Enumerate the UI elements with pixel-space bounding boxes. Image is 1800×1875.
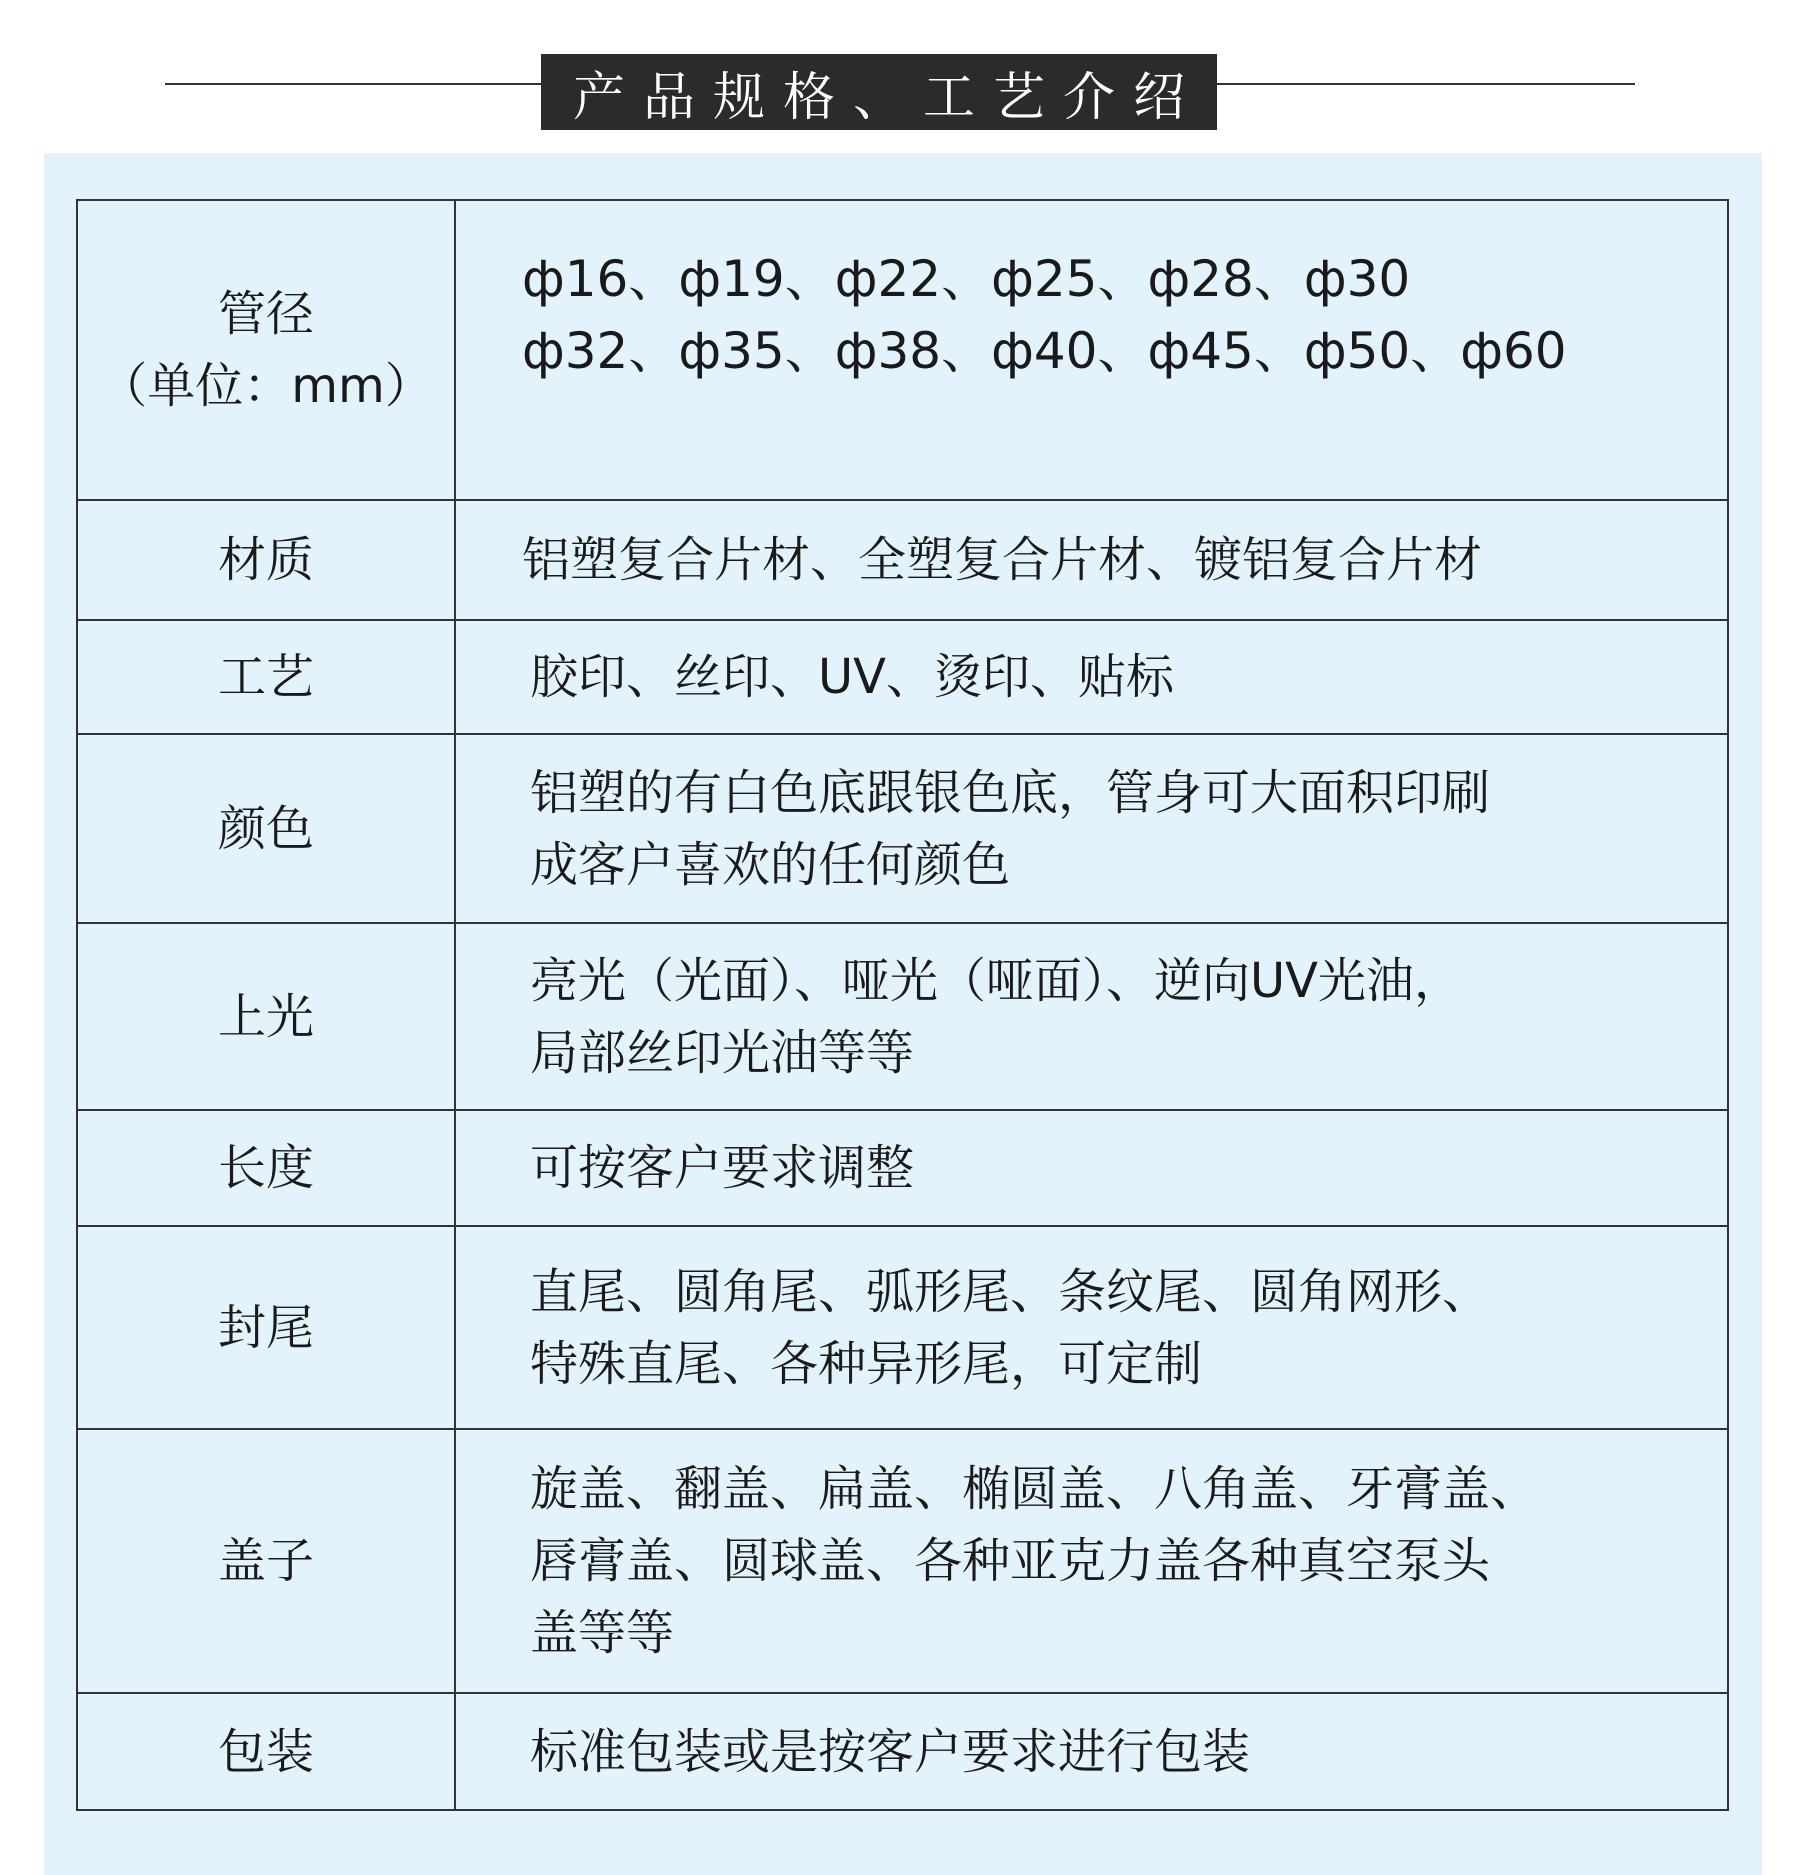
spec-value-line: 旋盖、翻盖、扁盖、椭圆盖、八角盖、牙膏盖、 — [530, 1461, 1539, 1517]
spec-label: 上光 — [217, 988, 314, 1045]
spec-label-cell — [77, 200, 455, 500]
spec-sub-label: （单位：mm） — [99, 358, 433, 414]
spec-row-diameter — [77, 200, 1728, 500]
spec-value-line: 可按客户要求调整 — [530, 1140, 915, 1196]
spec-label: 长度 — [217, 1140, 314, 1196]
spec-value-line: 局部丝印光油等等 — [530, 1024, 915, 1081]
spec-label: 管径 — [217, 286, 314, 342]
spec-value-line: 铝塑的有白色底跟银色底，管身可大面积印刷 — [530, 764, 1491, 821]
spec-value-line: 盖等等 — [530, 1605, 675, 1661]
section-title: 产品规格、工艺介绍 — [541, 54, 1217, 130]
spec-value-cell — [455, 1429, 1728, 1693]
spec-value-line: 亮光（光面）、哑光（哑面）、逆向UV光油， — [530, 952, 1462, 1009]
spec-value-cell — [455, 1693, 1728, 1810]
spec-label: 材质 — [217, 532, 314, 588]
spec-label-cell — [77, 1110, 455, 1226]
spec-value-cell — [455, 500, 1728, 620]
spec-value-cell — [455, 734, 1728, 923]
spec-label: 工艺 — [217, 649, 314, 705]
spec-row-material — [77, 500, 1728, 620]
spec-row-length — [77, 1110, 1728, 1226]
spec-label-cell — [77, 500, 455, 620]
spec-value-cell — [455, 620, 1728, 734]
spec-row-color — [77, 734, 1728, 923]
spec-value-line: 直尾、圆角尾、弧形尾、条纹尾、圆角网形、 — [530, 1263, 1491, 1320]
spec-value-line: ф16、ф19、ф22、ф25、ф28、ф30 — [522, 250, 1411, 308]
spec-label: 颜色 — [217, 800, 314, 857]
spec-label-cell — [77, 620, 455, 734]
spec-table — [76, 199, 1729, 1811]
spec-label: 盖子 — [217, 1533, 314, 1589]
spec-label: 封尾 — [217, 1299, 314, 1356]
spec-value-line: ф32、ф35、ф38、ф40、ф45、ф50、ф60 — [522, 322, 1567, 380]
spec-label-cell — [77, 1226, 455, 1429]
spec-label-cell — [77, 923, 455, 1110]
spec-value-line: 成客户喜欢的任何颜色 — [530, 836, 1011, 893]
spec-label-cell — [77, 1693, 455, 1810]
spec-row-process — [77, 620, 1728, 734]
spec-value-line: 特殊直尾、各种异形尾，可定制 — [530, 1335, 1203, 1392]
spec-value-cell — [455, 1226, 1728, 1429]
spec-row-tail-seal — [77, 1226, 1728, 1429]
spec-row-coating — [77, 923, 1728, 1110]
spec-value-line: 铝塑复合片材、全塑复合片材、镀铝复合片材 — [522, 532, 1483, 588]
spec-value-line: 唇膏盖、圆球盖、各种亚克力盖各种真空泵头 — [530, 1533, 1491, 1589]
spec-value-line: 标准包装或是按客户要求进行包装 — [530, 1723, 1251, 1780]
spec-label: 包装 — [217, 1723, 314, 1780]
spec-label-cell — [77, 1429, 455, 1693]
spec-value-cell — [455, 1110, 1728, 1226]
spec-value-cell — [455, 200, 1728, 500]
spec-row-packaging — [77, 1693, 1728, 1810]
spec-row-cap — [77, 1429, 1728, 1693]
spec-label-cell — [77, 734, 455, 923]
spec-value-line: 胶印、丝印、UV、烫印、贴标 — [530, 649, 1174, 705]
spec-value-cell — [455, 923, 1728, 1110]
